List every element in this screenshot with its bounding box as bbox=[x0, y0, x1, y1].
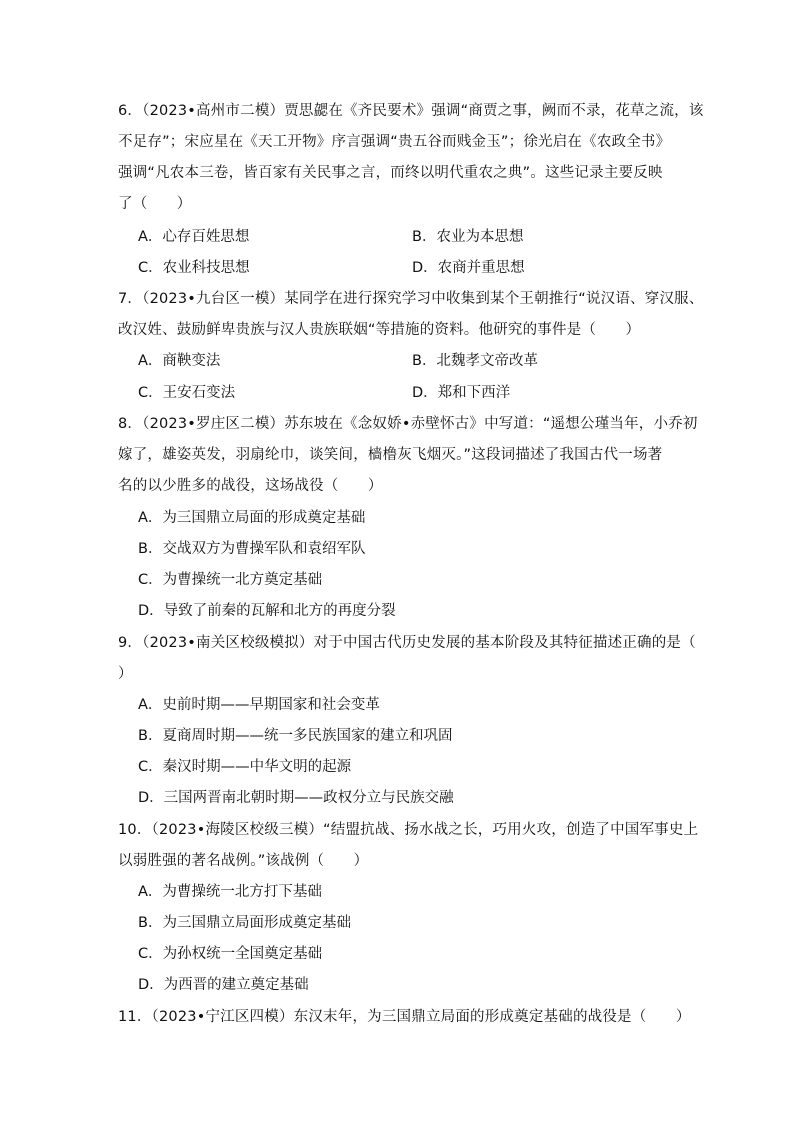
question-text-line: 10．（2023•海陵区校级三模）“结盟抗战、扬水战之长，巧用火攻，创造了中国军事史上 bbox=[118, 822, 699, 838]
question-text-line: 改汉姓、鼓励鲜卑贵族与汉人贵族联姻“等措施的资料。他研究的事件是（ ） bbox=[118, 322, 641, 338]
option-b[interactable]: B．交战双方为曹操军队和袁绍军队 bbox=[138, 541, 366, 557]
question-text-line: 6．（2023•高州市二模）贾思勰在《齐民要术》强调“商贾之事，阙而不录，花草之流，该 bbox=[118, 103, 704, 119]
option-d[interactable]: D．为西晋的建立奠定基础 bbox=[138, 977, 309, 993]
option-c[interactable]: C．农业科技思想 bbox=[138, 260, 250, 276]
option-a[interactable]: A．为曹操统一北方打下基础 bbox=[138, 884, 322, 900]
option-b[interactable]: B．北魏孝文帝改革 bbox=[412, 353, 538, 369]
option-d[interactable]: D．郑和下西洋 bbox=[412, 385, 511, 401]
option-a[interactable]: A．为三国鼎立局面的形成奠定基础 bbox=[138, 510, 366, 526]
option-b[interactable]: B．为三国鼎立局面形成奠定基础 bbox=[138, 915, 351, 931]
option-d[interactable]: D．农商并重思想 bbox=[412, 260, 525, 276]
option-b[interactable]: B．农业为本思想 bbox=[412, 229, 524, 245]
option-c[interactable]: C．为孙权统一全国奠定基础 bbox=[138, 946, 323, 962]
option-a[interactable]: A．心存百姓思想 bbox=[138, 229, 250, 245]
question-text-line: 强调“凡农本三卷，皆百家有关民事之言，而终以明代重农之典”。这些记录主要反映 bbox=[118, 165, 663, 181]
question-text-line: 7．（2023•九台区一模）某同学在进行探究学习中收集到某个王朝推行“说汉语、穿汉服、 bbox=[118, 291, 704, 307]
option-d[interactable]: D．导致了前秦的瓦解和北方的再度分裂 bbox=[138, 603, 396, 619]
question-text-line: ） bbox=[118, 666, 133, 682]
question-text-line: 以弱胜强的著名战例。”该战例（ ） bbox=[118, 853, 369, 869]
option-c[interactable]: C．王安石变法 bbox=[138, 385, 236, 401]
question-text-line: 不足存”；宋应星在《天工开物》序言强调“贵五谷而贱金玉”；徐光启在《农政全书》 bbox=[118, 134, 671, 150]
question-text-line: 了（ ） bbox=[118, 196, 192, 212]
question-text-line: 名的以少胜多的战役，这场战役（ ） bbox=[118, 478, 383, 494]
option-c[interactable]: C．秦汉时期——中华文明的起源 bbox=[138, 759, 352, 775]
question-text-line: 9．（2023•南关区校级模拟）对于中国古代历史发展的基本阶段及其特征描述正确的是（ bbox=[118, 635, 696, 651]
question-text-line: 8．（2023•罗庄区二模）苏东坡在《念奴娇•赤壁怀古》中写道：“遥想公瑾当年，小乔初 bbox=[118, 416, 698, 432]
question-text-line: 嫁了，雄姿英发，羽扇纶巾，谈笑间，樯橹灰飞烟灭。”这段词描述了我国古代一场著 bbox=[118, 447, 663, 463]
option-d[interactable]: D．三国两晋南北朝时期——政权分立与民族交融 bbox=[138, 790, 454, 806]
option-a[interactable]: A．史前时期——早期国家和社会变革 bbox=[138, 697, 380, 713]
option-c[interactable]: C．为曹操统一北方奠定基础 bbox=[138, 572, 323, 588]
option-b[interactable]: B．夏商周时期——统一多民族国家的建立和巩固 bbox=[138, 728, 453, 744]
option-a[interactable]: A．商鞅变法 bbox=[138, 353, 221, 369]
question-text-line: 11．（2023•宁江区四模）东汉末年，为三国鼎立局面的形成奠定基础的战役是（ ） bbox=[118, 1009, 691, 1025]
